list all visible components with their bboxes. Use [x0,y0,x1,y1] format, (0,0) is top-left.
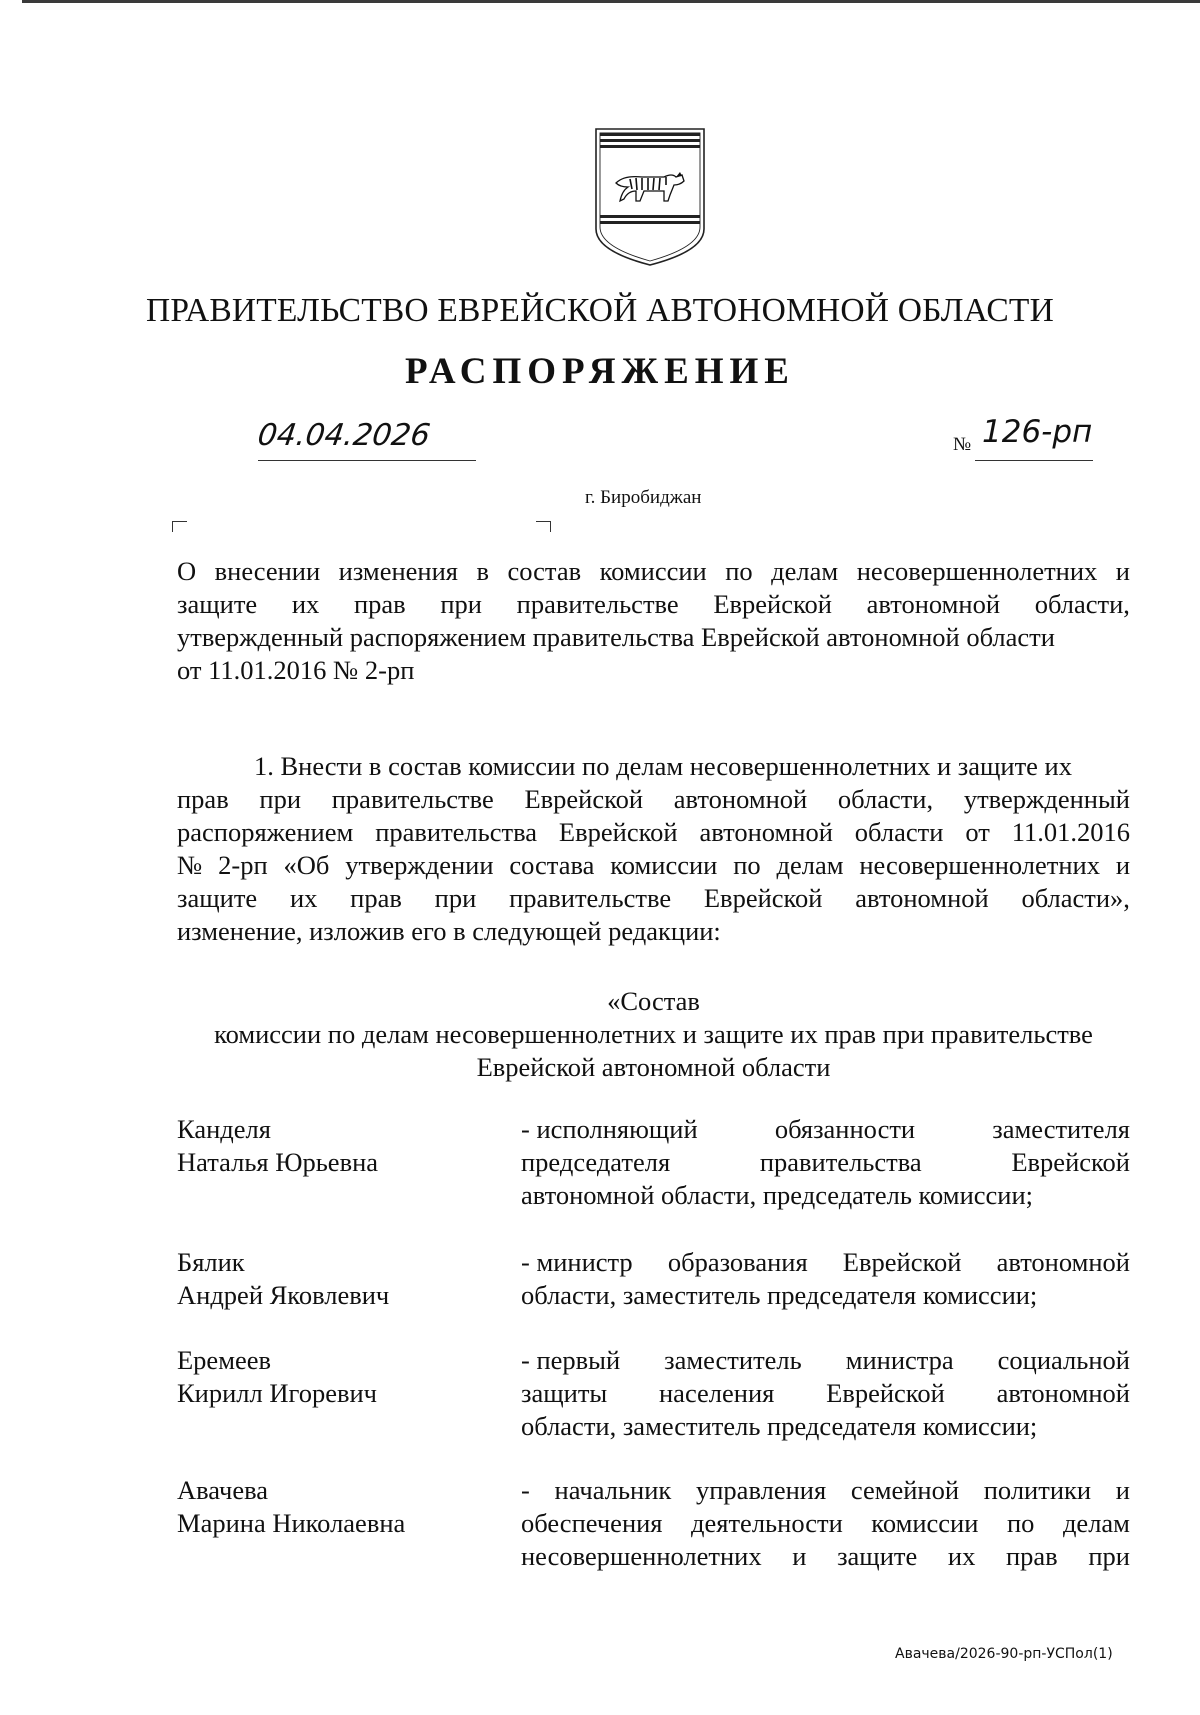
scan-top-border [22,0,1200,3]
government-name: ПРАВИТЕЛЬСТВО ЕВРЕЙСКОЙ АВТОНОМНОЙ ОБЛАСТИ [146,292,1054,329]
coat-of-arms-emblem [590,125,710,267]
title-line: защите их прав при правительстве Еврейской автономной области, [177,589,1130,619]
paragraph-1 [177,750,1130,948]
paragraph-line: распоряжением правительства Еврейской автономной области от 11.01.2016 [177,817,1130,847]
heading-line: комиссии по делам несовершеннолетних и защите их прав при правительстве [214,1019,1093,1049]
number-underline [975,460,1093,461]
member-surname: Бялик [177,1247,245,1277]
number-label: № [953,434,972,455]
title-line: утвержденный распоряжением правительства Еврейской автономной области [177,622,1055,652]
document-type: РАСПОРЯЖЕНИЕ [404,351,795,392]
heading-line: Еврейской автономной области [476,1052,831,1082]
member-name [177,1246,507,1312]
handwritten-date: 04.04.2026 [255,418,433,453]
member-surname: Еремеев [177,1345,272,1375]
title-line: О внесении изменения в состав комиссии по делам несовершеннолетних и [177,556,1130,586]
paragraph-line: защите их прав при правительстве Еврейской автономной области», [177,883,1130,913]
member-role: - начальник управления семейной политики и обеспечения деятельности комиссии по делам несовершеннолетних и защите их прав при [521,1475,1130,1571]
member-name [177,1113,507,1179]
member-given-names: Андрей Яковлевич [177,1280,390,1310]
member-role: - исполняющий обязанности заместителя председателя правительства Еврейской автономной области, председатель комиссии; [521,1114,1130,1210]
title-bracket-right [536,521,551,532]
member-given-names: Наталья Юрьевна [177,1147,379,1177]
handwritten-number: 126-рп [982,414,1093,450]
member-surname: Авачева [177,1475,269,1505]
member-surname: Канделя [177,1114,271,1144]
paragraph-line: изменение, изложив его в следующей редакции: [177,916,721,946]
title-line: от 11.01.2016 № 2-рп [177,655,415,685]
title-bracket-left [172,521,187,532]
member-name [177,1344,507,1410]
document-title [177,555,1130,687]
paragraph-line: прав при правительстве Еврейской автономной области, утвержденный [177,784,1130,814]
paragraph-line: 1. Внести в состав комиссии по делам несовершеннолетних и защите их [254,751,1072,781]
member-name [177,1474,507,1540]
paragraph-line: № 2-рп «Об утверждении состава комиссии по делам несовершеннолетних и [177,850,1130,880]
member-given-names: Марина Николаевна [177,1508,406,1538]
member-role: - министр образования Еврейской автономной области, заместитель председателя комиссии; [521,1247,1130,1310]
city: г. Биробиджан [585,487,702,508]
composition-heading [177,985,1130,1084]
member-given-names: Кирилл Игоревич [177,1378,377,1408]
footer-code: Авачева/2026-90-рп-УСПол(1) [895,1646,1113,1662]
heading-line: «Состав [607,986,700,1016]
date-underline [258,460,476,461]
member-role: - первый заместитель министра социальной защиты населения Еврейской автономной области, заместитель председателя комиссии; [521,1345,1130,1441]
